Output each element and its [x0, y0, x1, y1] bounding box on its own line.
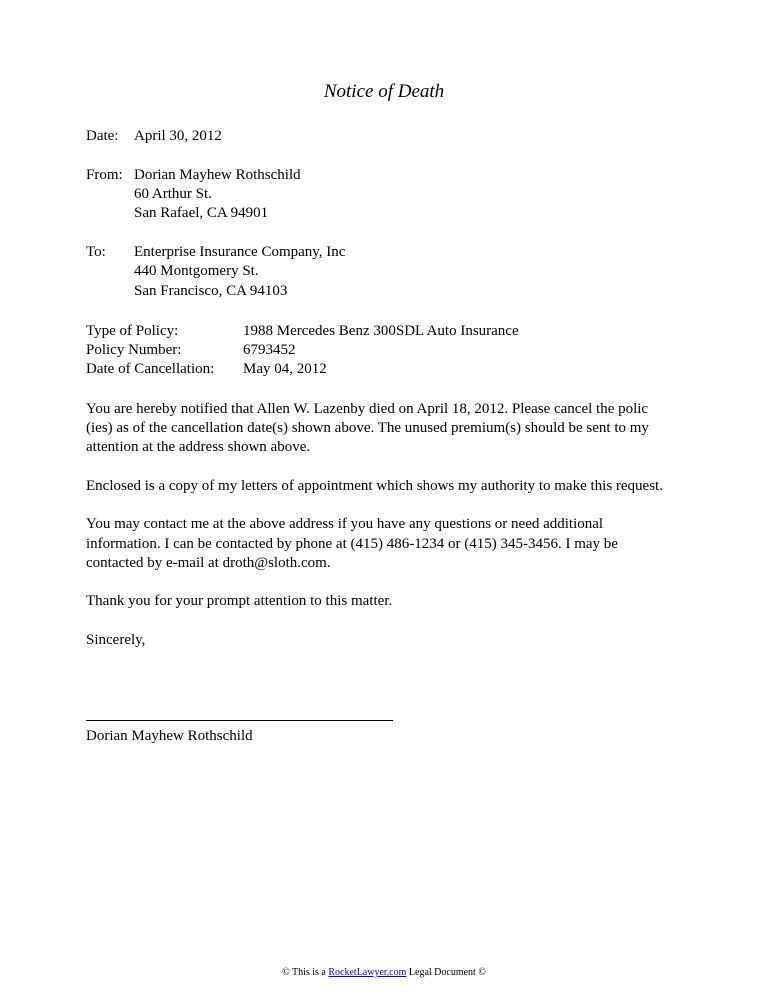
- from-name: Dorian Mayhew Rothschild: [134, 167, 301, 183]
- date-label: Date:: [86, 128, 119, 144]
- contact-line-1: You may contact me at the above address if you have any questions or need additional: [86, 516, 604, 532]
- from-city: San Rafael, CA 94901: [134, 205, 269, 221]
- to-city: San Francisco, CA 94103: [134, 283, 288, 299]
- footer-prefix: © This is a: [282, 967, 329, 978]
- policy-type-value: 1988 Mercedes Benz 300SDL Auto Insurance: [243, 323, 519, 339]
- to-street: 440 Montgomery St.: [134, 263, 259, 279]
- notification-line-2: (ies) as of the cancellation date(s) shown above. The unused premium(s) should be sent to my: [86, 420, 649, 436]
- contact-line-2: information. I can be contacted by phone at (415) 486-1234 or (415) 345-3456. I may be: [86, 536, 618, 552]
- from-label: From:: [86, 167, 123, 183]
- from-street: 60 Arthur St.: [134, 186, 212, 202]
- closing: Sincerely,: [86, 632, 146, 648]
- footer: [0, 967, 768, 978]
- cancellation-date-label: Date of Cancellation:: [86, 361, 215, 377]
- contact-line-3: contacted by e-mail at droth@sloth.com.: [86, 555, 331, 571]
- notification-line-1: You are hereby notified that Allen W. Lazenby died on April 18, 2012. Please cancel the polic: [86, 401, 649, 417]
- footer-suffix: Legal Document ©: [406, 967, 486, 978]
- policy-type-label: Type of Policy:: [86, 323, 179, 339]
- to-label: To:: [86, 244, 106, 260]
- signature-line: [86, 720, 393, 721]
- rocketlawyer-link[interactable]: RocketLawyer.com: [328, 967, 407, 978]
- policy-number-label: Policy Number:: [86, 342, 182, 358]
- policy-number-value: 6793452: [243, 342, 296, 358]
- notification-line-3: attention at the address shown above.: [86, 439, 311, 455]
- signature-name: Dorian Mayhew Rothschild: [86, 728, 253, 744]
- date-value: April 30, 2012: [134, 128, 222, 144]
- document-title: Notice of Death: [323, 81, 445, 102]
- enclosure-paragraph: Enclosed is a copy of my letters of appointment which shows my authority to make this request.: [86, 478, 663, 494]
- to-company: Enterprise Insurance Company, Inc: [134, 244, 346, 260]
- thanks-paragraph: Thank you for your prompt attention to this matter.: [86, 593, 393, 609]
- cancellation-date-value: May 04, 2012: [243, 361, 327, 377]
